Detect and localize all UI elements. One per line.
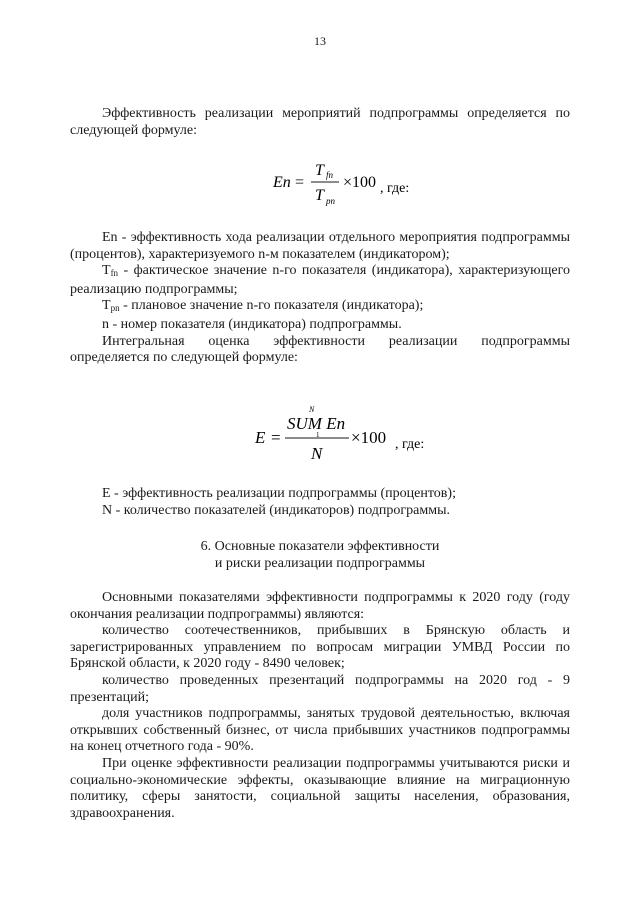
- formula1-times: ×100: [343, 174, 377, 191]
- formula1-den: T: [315, 187, 324, 204]
- definition-tfn: $T_{fn}$ - фактическое значение n-го показателя (индикатора), характеризующего реализацию подпрограммы;: [70, 263, 570, 297]
- integral-paragraph: Интегральная оценка эффективности реализации подпрограммы определяется по следующей формуле:: [70, 333, 570, 366]
- intro-block: [70, 106, 570, 139]
- formula1-eq: =: [295, 174, 305, 191]
- main-indicators-paragraph: Основными показателями эффективности подпрограммы к 2020 году (году окончания реализации подпрограммы) являются:: [70, 590, 570, 622]
- indicator-item-2: количество проведенных презентаций подпрограммы на 2020 год - 9 презентаций;: [70, 672, 570, 705]
- formula1-den-sub: pn: [326, 196, 335, 206]
- formula1-num-sub: fn: [326, 170, 334, 180]
- definition-N: N - количество показателей (индикаторов) подпрограммы.: [102, 502, 451, 518]
- definitions-block-2: [70, 486, 570, 519]
- formula-efficiency-en: [255, 158, 475, 210]
- heading-line-2: и риски реализации подпрограммы: [214, 556, 426, 571]
- formula1-num: T: [315, 162, 324, 179]
- formula2-den: N: [311, 444, 323, 463]
- formula2-tail: , где:: [395, 437, 425, 452]
- formula2-sum: SUM En: [287, 414, 346, 433]
- definitions-block-1: [70, 230, 570, 367]
- indicator-item-1: количество соотечественников, прибывших в Брянскую область и зарегистрированных управлением по вопросам миграции УМВД России по Брянской области, к 2020 году - 8490 человек;: [70, 623, 570, 672]
- intro-paragraph: Эффективность реализации мероприятий подпрограммы определяется по следующей формуле:: [70, 106, 570, 138]
- formula2-times: ×100: [351, 428, 387, 447]
- formula2-sub-1: 1: [316, 431, 320, 439]
- risks-paragraph: При оценке эффективности реализации подпрограммы учитываются риски и социально-экономические эффекты, оказывающие влияние на миграционную политику, сферы занятости, социальной защиты населения, образования, здравоохранения.: [70, 755, 570, 821]
- formula-integral-e: [245, 403, 445, 465]
- page-number: 13: [314, 34, 326, 48]
- heading-line-1: 6. Основные показатели эффективности: [200, 539, 440, 554]
- section-heading: [70, 538, 570, 572]
- formula2-sup-n: N: [309, 405, 315, 414]
- definition-e: E - эффективность реализации подпрограммы (процентов);: [102, 486, 456, 501]
- indicator-item-3: доля участников подпрограммы, занятых трудовой деятельностью, включая открывших собственный бизнес, от числа прибывших участников подпрограммы на конец отчетного года - 90%.: [70, 706, 570, 755]
- formula2-eq: =: [271, 428, 281, 447]
- formula2-lhs: E: [255, 428, 266, 447]
- definition-tpn: $T_{pn}$ - плановое значение n-го показателя (индикатора);: [102, 298, 424, 314]
- formula1-tail: , где:: [380, 181, 410, 196]
- definition-en: En - эффективность хода реализации отдельного мероприятия подпрограммы (процентов), характеризуемого n-м показателем (индикатором);: [70, 230, 570, 262]
- definition-n: n - номер показателя (индикатора) подпрограммы.: [102, 316, 402, 332]
- indicators-block: [70, 590, 570, 822]
- formula1-lhs: En: [273, 174, 291, 191]
